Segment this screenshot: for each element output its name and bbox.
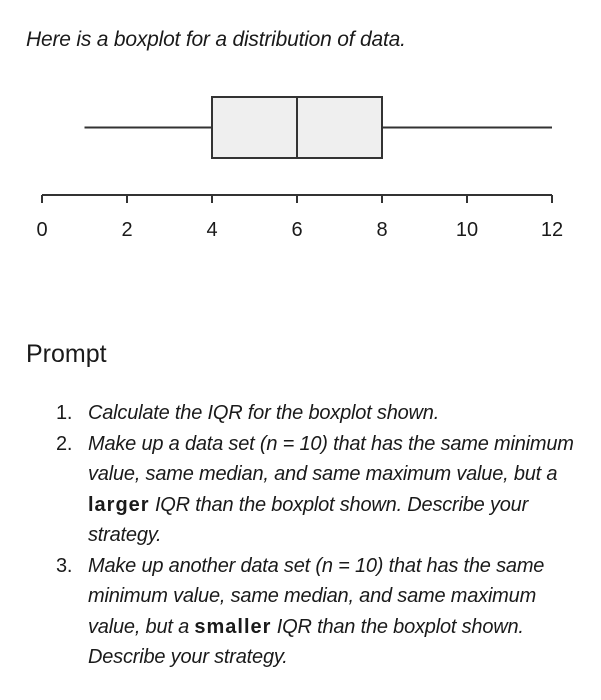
axis-tick-label: 12 <box>540 219 564 241</box>
intro-text: Here is a boxplot for a distribution of data. <box>26 28 406 51</box>
prompt-item-text: Make up another data set (n = 10) that has the same minimum value, same median, and same maximum value, but a <box>88 554 545 638</box>
prompt-item-number: 2. <box>56 432 73 455</box>
prompt-item-emphasis: larger <box>88 493 150 516</box>
prompt-item-number: 3. <box>56 554 73 577</box>
prompt-item-emphasis: smaller <box>194 615 272 638</box>
prompt-item-text-end: IQR than the boxplot shown. Describe your strategy. <box>88 493 529 546</box>
prompt-item-3 <box>56 551 576 673</box>
boxplot-chart <box>0 80 601 250</box>
axis-tick-label: 10 <box>455 219 479 241</box>
prompt-item-text-end: IQR than the boxplot shown. Describe your strategy. <box>88 615 524 668</box>
axis-tick-label: 0 <box>36 219 48 241</box>
axis-tick-label: 6 <box>291 219 303 241</box>
axis-tick-label: 4 <box>206 219 218 241</box>
prompt-list <box>56 398 576 673</box>
prompt-item-text: Calculate the IQR for the boxplot shown. <box>88 402 440 424</box>
axis-tick-label: 8 <box>376 219 388 241</box>
axis-ticks <box>36 195 563 241</box>
prompt-item-text: Make up a data set (n = 10) that has the same minimum value, same median, and same maximum value, but a <box>88 432 574 485</box>
prompt-item-2 <box>56 429 576 551</box>
prompt-title: Prompt <box>26 340 107 368</box>
prompt-item-number: 1. <box>56 402 73 424</box>
prompt-item-1 <box>56 398 576 429</box>
axis-tick-label: 2 <box>121 219 133 241</box>
